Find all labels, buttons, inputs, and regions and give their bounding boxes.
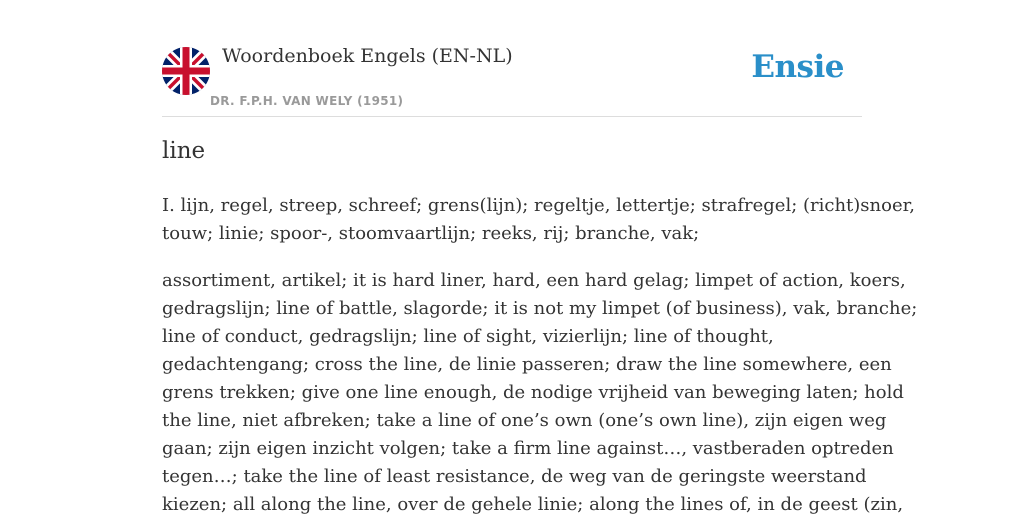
definition-line: I. lijn, regel, streep, schreef; grens(lijn); regeltje, lettertje; strafregel; (richt)snoer, bbox=[162, 195, 915, 216]
dictionary-title[interactable]: Woordenboek Engels (EN-NL) bbox=[222, 45, 513, 67]
definition-paragraph bbox=[162, 192, 915, 248]
dictionary-author: DR. F.P.H. VAN WELY (1951) bbox=[210, 94, 404, 108]
definition-line: assortiment, artikel; it is hard liner, hard, een hard gelag; limpet of action, koers, bbox=[162, 270, 906, 291]
definition-paragraph bbox=[162, 267, 918, 519]
definition-line: line of conduct, gedragslijn; line of sight, vizierlijn; line of thought, bbox=[162, 326, 774, 347]
definition-line: kiezen; all along the line, over de gehele linie; along the lines of, in de geest (zin, bbox=[162, 494, 904, 515]
definition-line: grens trekken; give one line enough, de nodige vrijheid van beweging laten; hold bbox=[162, 382, 904, 403]
definition-line: gaan; zijn eigen inzicht volgen; take a firm line against…, vastberaden optreden bbox=[162, 438, 894, 459]
ensie-logo-link[interactable]: Ensie bbox=[751, 49, 844, 85]
dictionary-header bbox=[162, 0, 862, 117]
definition-line: gedachtengang; cross the line, de linie passeren; draw the line somewhere, een bbox=[162, 354, 892, 375]
definition-line: touw; linie; spoor-, stoomvaartlijn; reeks, rij; branche, vak; bbox=[162, 223, 700, 244]
definition-line: the line, niet afbreken; take a line of one’s own (one’s own line), zijn eigen weg bbox=[162, 410, 887, 431]
definition-line: gedragslijn; line of battle, slagorde; it is not my limpet (of business), vak, branche; bbox=[162, 298, 918, 319]
uk-flag-icon bbox=[162, 47, 210, 95]
headword: line bbox=[162, 138, 206, 164]
page-container bbox=[162, 0, 918, 515]
definition-line: tegen…; take the line of least resistance, de weg van de geringste weerstand bbox=[162, 466, 867, 487]
